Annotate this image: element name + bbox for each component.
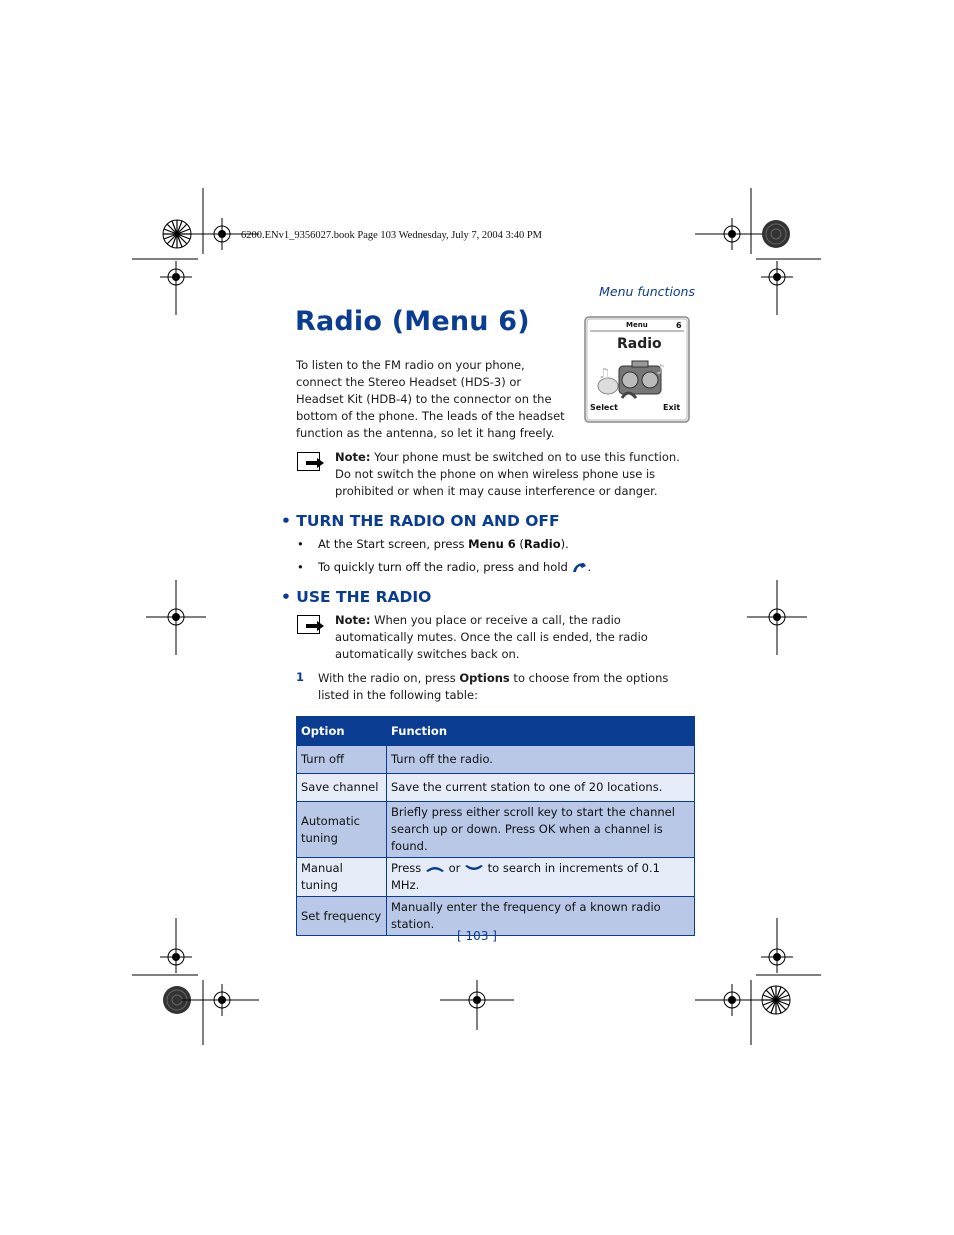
running-head: Menu functions: [599, 284, 695, 299]
table-row: [297, 802, 695, 858]
bullet-text-2: [318, 560, 591, 574]
page-number: [ 103 ]: [457, 929, 497, 943]
note-icon: [297, 452, 325, 471]
intro-paragraph: To listen to the FM radio on your phone, connect the Stereo Headset (HDS-3) or Headset Kit (HDB-4) to the connector on the bottom of the phone. The leads of the headset function as the antenna, so let it hang freely.: [296, 358, 565, 440]
bullet-1-mid: (: [515, 537, 524, 551]
exit-softkey: Exit: [663, 403, 681, 412]
option-cell: Turn off: [297, 746, 387, 774]
function-suffix: to search in increments of 0.1 MHz.: [391, 861, 660, 892]
bullet-2: •: [297, 560, 304, 574]
note-label: Note:: [335, 450, 371, 464]
options-table: [296, 716, 695, 936]
step-text: [318, 670, 698, 704]
note-1: [335, 449, 697, 500]
page-title: Radio (Menu 6): [295, 306, 530, 337]
options-key: Options: [459, 671, 510, 685]
function-cell: Briefly press either scroll key to start the channel search up or down. Press OK when a channel is found.: [387, 802, 695, 858]
step-number: 1: [296, 670, 305, 684]
function-cell: Manually enter the frequency of a known radio station.: [387, 897, 695, 936]
select-softkey: Select: [590, 403, 618, 412]
svg-text:♫: ♫: [598, 366, 611, 382]
function-mid: or: [444, 861, 464, 875]
table-row: [297, 746, 695, 774]
note-text: Your phone must be switched on to use this function. Do not switch the phone on when wireless phone use is prohibited or when it may cause interference or danger.: [335, 450, 680, 498]
bullet-1: •: [297, 537, 304, 551]
option-cell: Manual tuning: [297, 858, 387, 897]
scroll-up-key-icon: [425, 864, 445, 873]
option-cell: Automatic tuning: [297, 802, 387, 858]
note-icon: [297, 615, 325, 634]
table-row: [297, 858, 695, 897]
bullet-1-prefix: At the Start screen, press: [318, 537, 469, 551]
note-text: When you place or receive a call, the radio automatically mutes. Once the call is ended, the radio automatically switches back on.: [335, 613, 648, 661]
option-cell: Set frequency: [297, 897, 387, 936]
scroll-down-key-icon: [464, 864, 484, 873]
svg-text:♪: ♪: [656, 362, 665, 378]
phone-screen-image: [584, 316, 690, 423]
phone-screen-title: Radio: [617, 336, 662, 352]
bullet-2-suffix: .: [587, 560, 592, 574]
radio-illustration: [598, 361, 665, 398]
note-2: [335, 612, 687, 663]
phone-screen-header: Menu: [626, 321, 648, 329]
radio-key: Radio: [523, 537, 561, 551]
bullet-1-suffix: ).: [560, 537, 569, 551]
step-prefix: With the radio on, press: [318, 671, 460, 685]
step-suffix: to choose from the options listed in the following table:: [318, 671, 669, 702]
function-prefix: Press: [391, 861, 425, 875]
section-heading-turn-radio: • TURN THE RADIO ON AND OFF: [281, 512, 560, 530]
bullet-2-text: To quickly turn off the radio, press and hold: [318, 560, 572, 574]
end-key-icon: [571, 561, 587, 574]
function-cell: [387, 858, 695, 897]
note-label: Note:: [335, 613, 371, 627]
bullet-text-1: [318, 537, 569, 551]
phone-screen-number: 6: [676, 321, 682, 330]
print-header: 6200.ENv1_9356027.book Page 103 Wednesday, July 7, 2004 3:40 PM: [241, 230, 543, 241]
column-header-function: Function: [387, 717, 695, 746]
table-header-row: [297, 717, 695, 746]
function-cell: Save the current station to one of 20 locations.: [387, 774, 695, 802]
option-cell: Save channel: [297, 774, 387, 802]
column-header-option: Option: [297, 717, 387, 746]
section-heading-use-radio: • USE THE RADIO: [281, 588, 432, 606]
function-cell: Turn off the radio.: [387, 746, 695, 774]
menu-6-key: Menu 6: [468, 537, 516, 551]
table-row: [297, 774, 695, 802]
